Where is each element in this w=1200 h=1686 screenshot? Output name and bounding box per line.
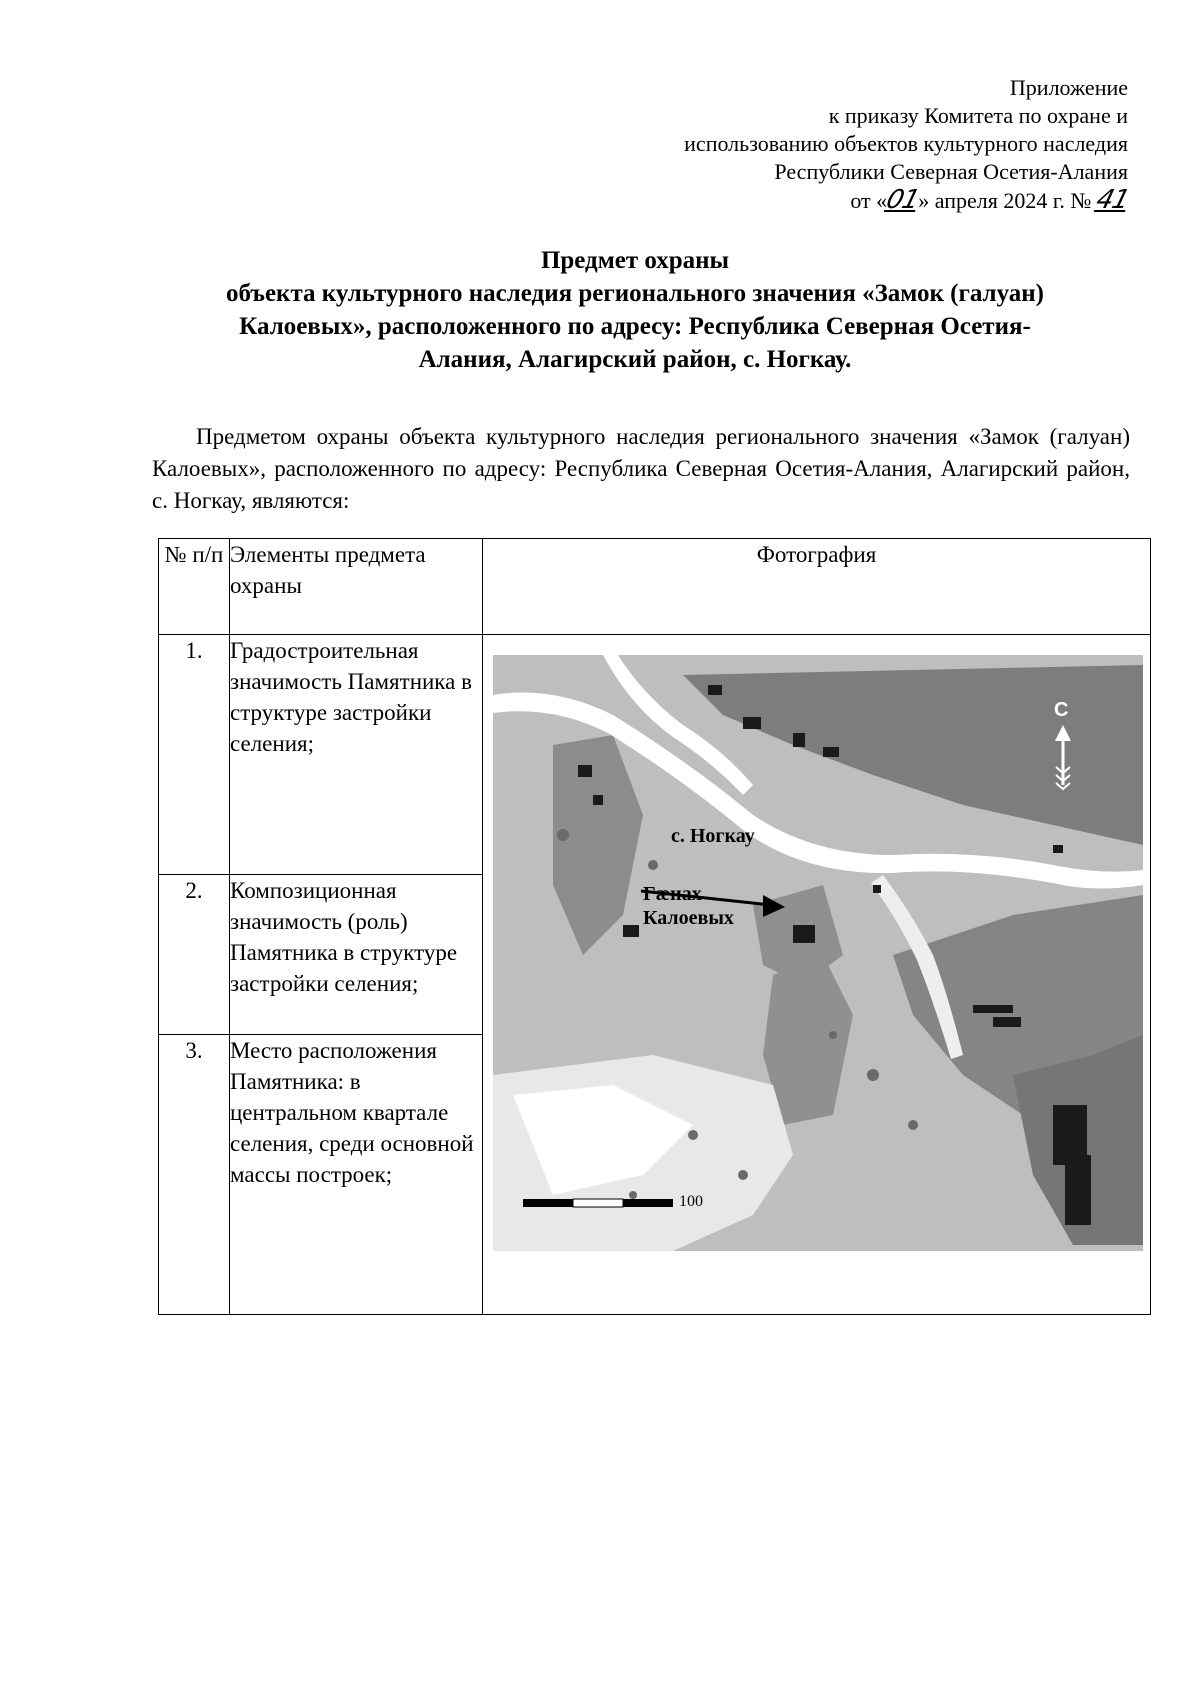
intro-paragraph: Предметом охраны объекта культурного наследия регионального значения «Замок (галуан) Калоевых», расположенного по адресу: Республика Северная Осетия-Алания, Алагирский район, с. Ногкау, являются:: [152, 424, 1130, 513]
handwritten-day: 01: [883, 185, 923, 215]
location-map-image: [493, 655, 1143, 1251]
table-header-row: [159, 539, 1151, 635]
title-line-2: объекта культурного наследия регионального значения «Замок (галуан): [226, 280, 1044, 307]
map-graphic: [493, 655, 1143, 1251]
appendix-date-line: [488, 185, 1133, 215]
header-photo: Фотография: [483, 539, 1151, 635]
north-label: С: [1054, 699, 1069, 721]
row-number: 2.: [159, 875, 230, 1035]
object-label-line-1: Гæнах: [643, 883, 702, 905]
village-label: с. Ногкау: [671, 825, 755, 847]
title-line-3: Калоевых», расположенного по адресу: Республика Северная Осетия-: [239, 313, 1031, 340]
row-element-text: Композиционная значимость (роль) Памятника в структуре застройки селения;: [230, 875, 483, 1035]
table-row: [159, 635, 1151, 875]
handwritten-number: 41: [1092, 185, 1133, 215]
appendix-committee-line: использованию объектов культурного наследия: [684, 131, 1128, 156]
protection-elements-table: [158, 538, 1151, 1315]
appendix-republic-line: Республики Северная Осетия-Алания: [774, 159, 1128, 184]
date-prefix: от «: [850, 188, 888, 213]
row-number: 1.: [159, 635, 230, 875]
header-number: № п/п: [159, 539, 230, 635]
photo-cell: [483, 635, 1151, 1315]
row-number: 3.: [159, 1035, 230, 1315]
appendix-header: [488, 74, 1133, 215]
scale-label: 100: [679, 1193, 703, 1210]
date-middle: » апреля 2024 г. №: [918, 188, 1092, 213]
row-element-text: Градостроительная значимость Памятника в структуре застройки селения;: [230, 635, 483, 875]
appendix-title: Приложение: [1009, 75, 1128, 100]
header-elements: Элементы предмета охраны: [230, 539, 483, 635]
object-label-line-2: Калоевых: [643, 907, 734, 929]
document-title: [140, 244, 1130, 376]
title-line-1: Предмет охраны: [540, 247, 730, 274]
appendix-order-line: к приказу Комитета по охране и: [828, 103, 1128, 128]
title-line-4: Алания, Алагирский район, с. Ногкау.: [418, 346, 852, 373]
row-element-text: Место расположения Памятника: в центральном квартале селения, среди основной массы построек;: [230, 1035, 483, 1315]
